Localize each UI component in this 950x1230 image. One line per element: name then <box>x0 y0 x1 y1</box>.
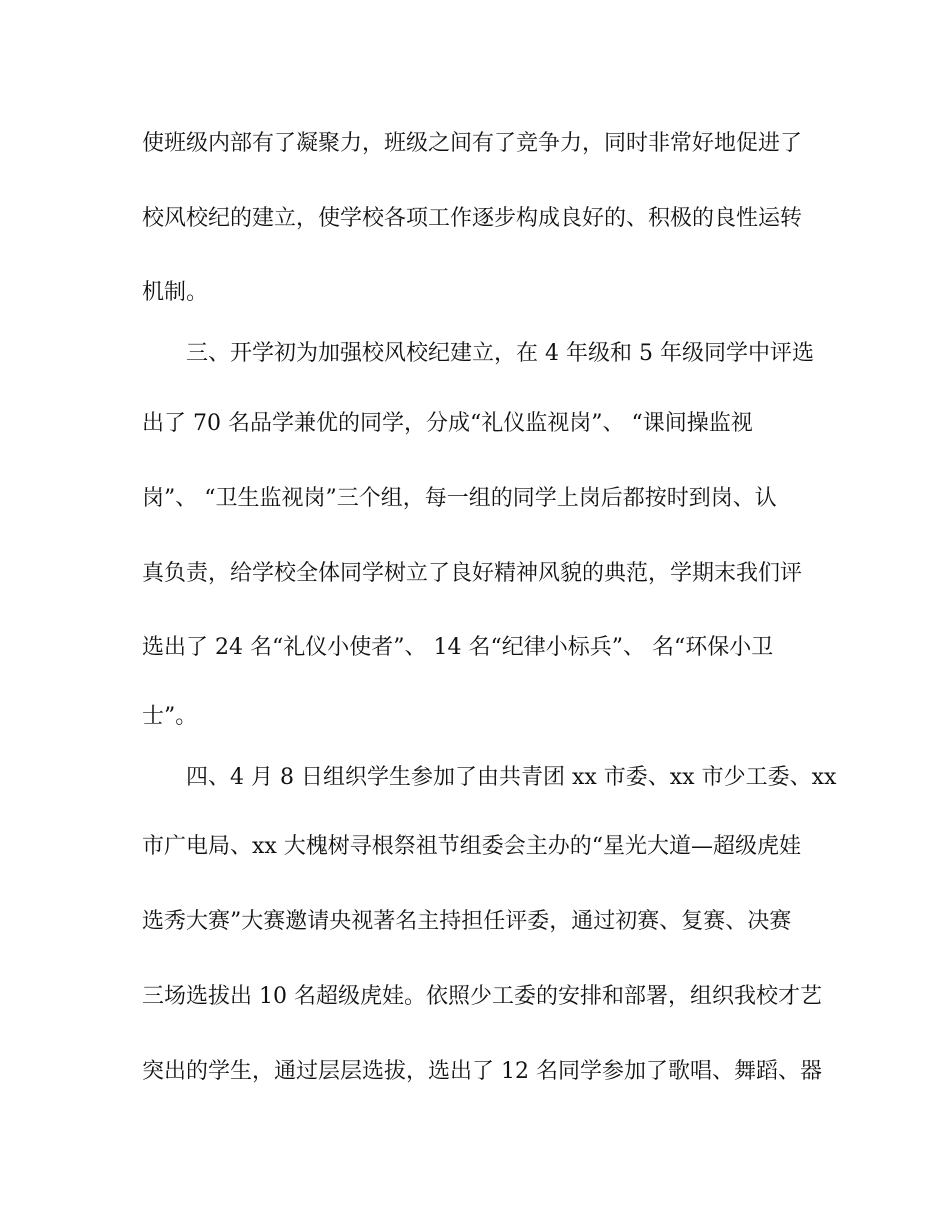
paragraph-line: 真负责，给学校全体同学树立了良好精神风貌的典范，学期末我们评 <box>142 561 803 586</box>
paragraph-line: 出了 70 名品学兼优的同学，分成“礼仪监视岗”、 “课间操监视 <box>142 411 753 436</box>
paragraph-line: 校风校纪的建立，使学校各项工作逐步构成良好的、积极的良性运转 <box>142 206 803 231</box>
paragraph-line: 市广电局、xx 大槐树寻根祭祖节组委会主办的“星光大道—超级虎娃 <box>142 834 802 859</box>
paragraph-line: 四、4 月 8 日组织学生参加了由共青团 xx 市委、xx 市少工委、xx <box>186 765 837 790</box>
paragraph-line: 三、开学初为加强校风校纪建立，在 4 年级和 5 年级同学中评选 <box>186 341 814 366</box>
paragraph-line: 选出了 24 名“礼仪小使者”、 14 名“纪律小标兵”、 名“环保小卫 <box>142 635 774 660</box>
paragraph-line: 士”。 <box>142 704 198 729</box>
paragraph-line: 岗”、 “卫生监视岗”三个组，每一组的同学上岗后都按时到岗、认 <box>142 486 777 511</box>
paragraph-line: 使班级内部有了凝聚力，班级之间有了竞争力，同时非常好地促进了 <box>142 131 803 156</box>
paragraph-line: 选秀大赛”大赛邀请央视著名主持担任评委，通过初赛、复赛、决赛 <box>142 909 792 934</box>
paragraph-line: 突出的学生，通过层层选拔，选出了 12 名同学参加了歌唱、舞蹈、器 <box>142 1059 822 1084</box>
paragraph-line: 三场选拔出 10 名超级虎娃。依照少工委的安排和部署，组织我校才艺 <box>142 984 822 1009</box>
paragraph-line: 机制。 <box>142 280 209 305</box>
